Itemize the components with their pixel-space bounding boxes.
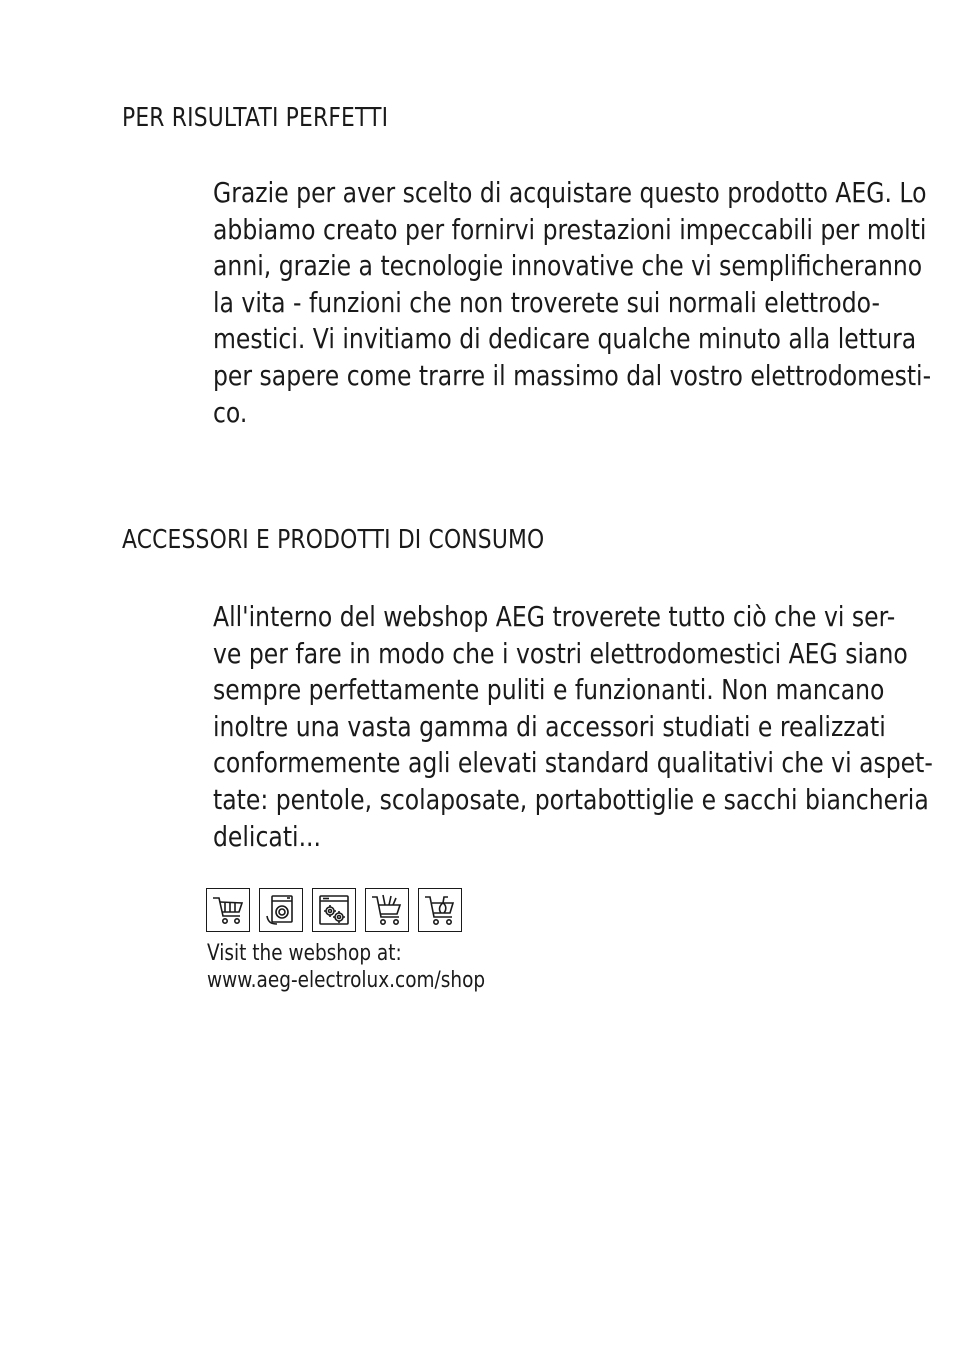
paragraph-line: anni, grazie a tecnologie innovative che vi semplificheranno — [213, 249, 923, 283]
cart-utensils-icon — [365, 888, 409, 932]
section-title-risultati: PER RISULTATI PERFETTI — [122, 103, 389, 133]
webshop-icons — [206, 888, 462, 932]
paragraph-line: inoltre una vasta gamma di accessori studiati e realizzati — [213, 709, 886, 743]
intro-paragraph — [213, 175, 931, 431]
accessories-paragraph — [213, 599, 933, 855]
visit-label: Visit the webshop at: — [207, 941, 402, 966]
paragraph-line: mestici. Vi invitiamo di dedicare qualche minuto alla lettura — [213, 322, 917, 356]
cart-cleaning-icon — [418, 888, 462, 932]
paragraph-line: conformemente agli elevati standard qualitativi che vi aspet- — [213, 746, 933, 780]
webshop-url[interactable]: www.aeg-electrolux.com/shop — [207, 968, 486, 993]
paragraph-line: co. — [213, 395, 248, 429]
section-title-accessori: ACCESSORI E PRODOTTI DI CONSUMO — [122, 525, 545, 555]
paragraph-line: sempre perfettamente puliti e funzionanti. Non mancano — [213, 673, 885, 707]
washing-machine-icon — [259, 888, 303, 932]
paragraph-line: tate: pentole, scolaposate, portabottiglie e sacchi biancheria — [213, 782, 929, 816]
paragraph-line: Grazie per aver scelto di acquistare questo prodotto AEG. Lo — [213, 176, 927, 209]
paragraph-line: la vita - funzioni che non troverete sui normali elettrodo- — [213, 285, 880, 319]
paragraph-line: ve per fare in modo che i vostri elettrodomestici AEG siano — [213, 636, 908, 670]
shopping-cart-icon — [206, 888, 250, 932]
webshop-info — [207, 940, 485, 994]
paragraph-line: All'interno del webshop AEG troverete tutto ciò che vi ser- — [213, 600, 896, 633]
paragraph-line: delicati... — [213, 819, 322, 853]
paragraph-line: per sapere come trarre il massimo dal vostro elettrodomesti- — [213, 358, 932, 392]
dishwasher-gears-icon — [312, 888, 356, 932]
paragraph-line: abbiamo creato per fornirvi prestazioni impeccabili per molti — [213, 212, 927, 246]
